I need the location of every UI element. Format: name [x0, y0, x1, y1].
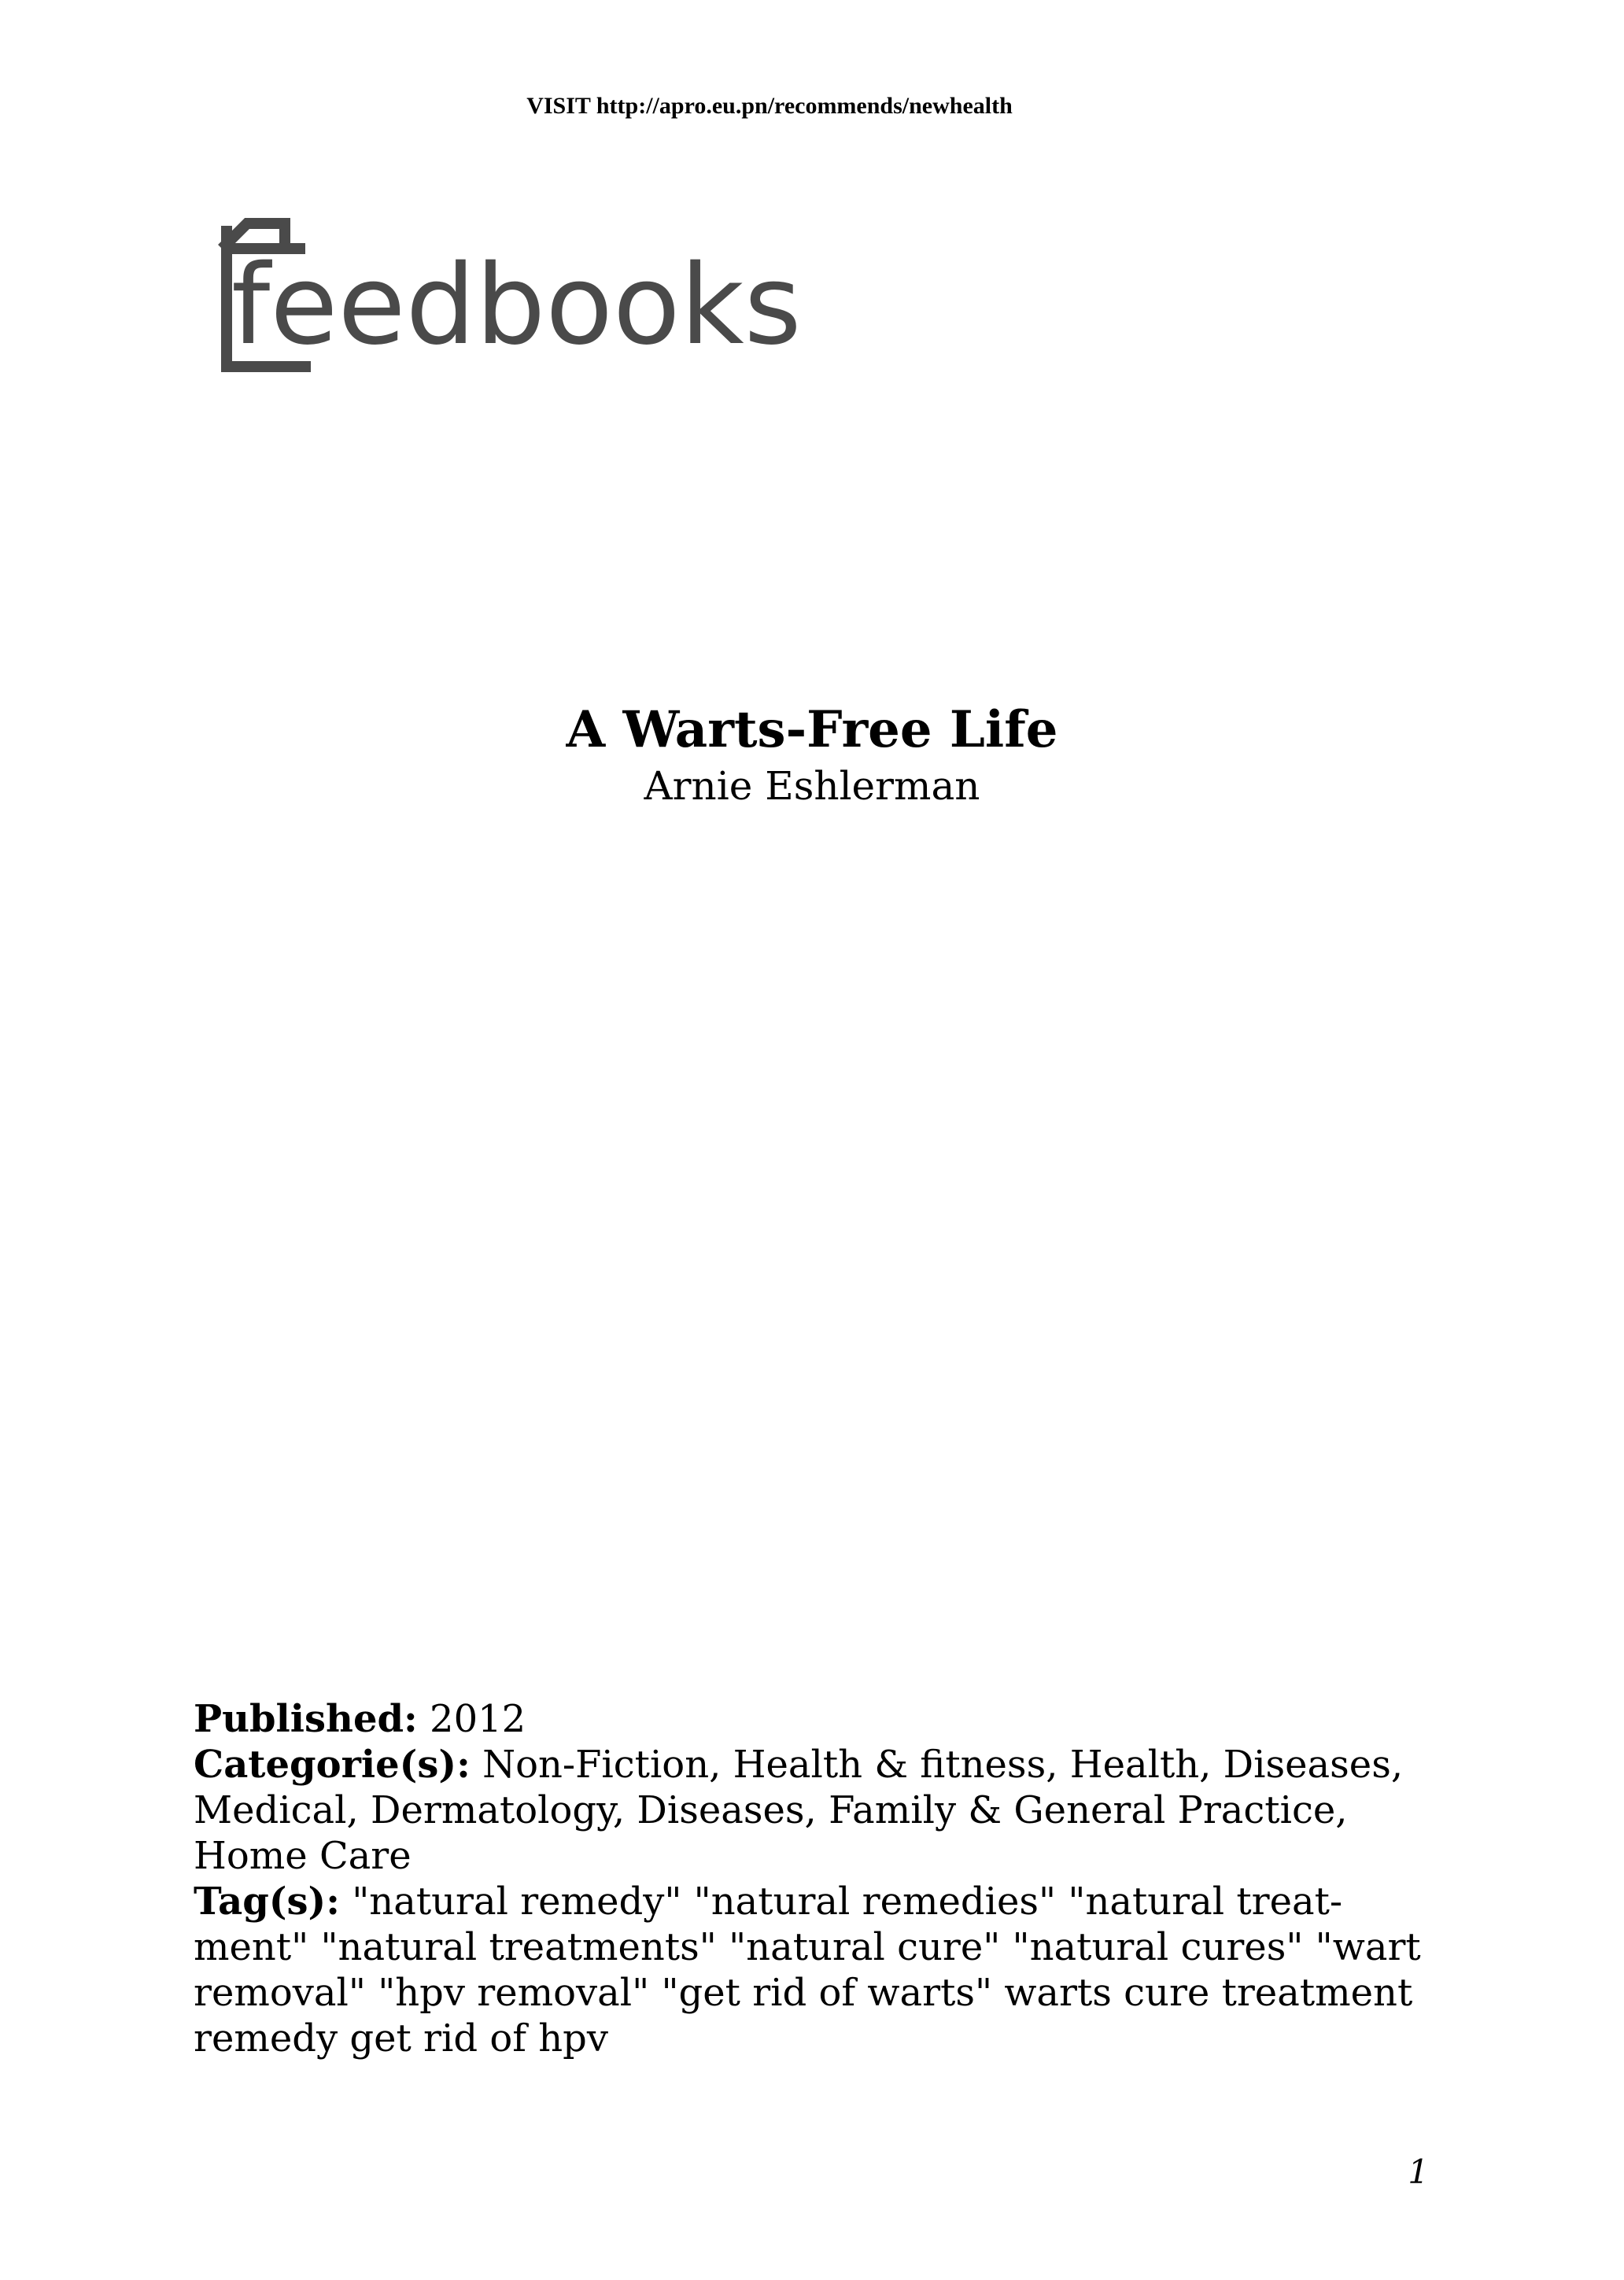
visit-url-line[interactable]: VISIT http://apro.eu.pn/recommends/newhealth: [526, 93, 1013, 119]
tags-label: Tag(s):: [194, 1880, 340, 1924]
logo-wordmark: feedbooks: [231, 242, 802, 370]
feedbooks-logo: [201, 203, 802, 376]
categories-value: Non-Fiction, Health & fitness, Health, Diseases, Medical, Dermatology, Diseases, Family & General Practice, Home Care: [194, 1743, 1404, 1878]
published-label: Published:: [194, 1697, 418, 1741]
book-bracket-icon: [201, 203, 802, 376]
page-number: 1: [1408, 2153, 1429, 2191]
title-block: [0, 699, 1624, 810]
book-metadata: [194, 1696, 1468, 2061]
published-value: 2012: [417, 1697, 526, 1741]
categories-label: Categorie(s):: [194, 1743, 471, 1787]
tags-line: [194, 1879, 1468, 2061]
published-line: [194, 1696, 1468, 1742]
tags-value: "natural remedy" "natural remedies" "natural treat- ment" "natural treatments" "natural cure" "natural cures" "wart removal" "hpv removal" "get rid of warts" warts cure treatment remedy get rid of hpv: [194, 1880, 1421, 2060]
categories-line: [194, 1742, 1468, 1879]
book-title: A Warts-Free Life: [566, 700, 1058, 759]
book-author: Arnie Eshlerman: [644, 763, 980, 809]
